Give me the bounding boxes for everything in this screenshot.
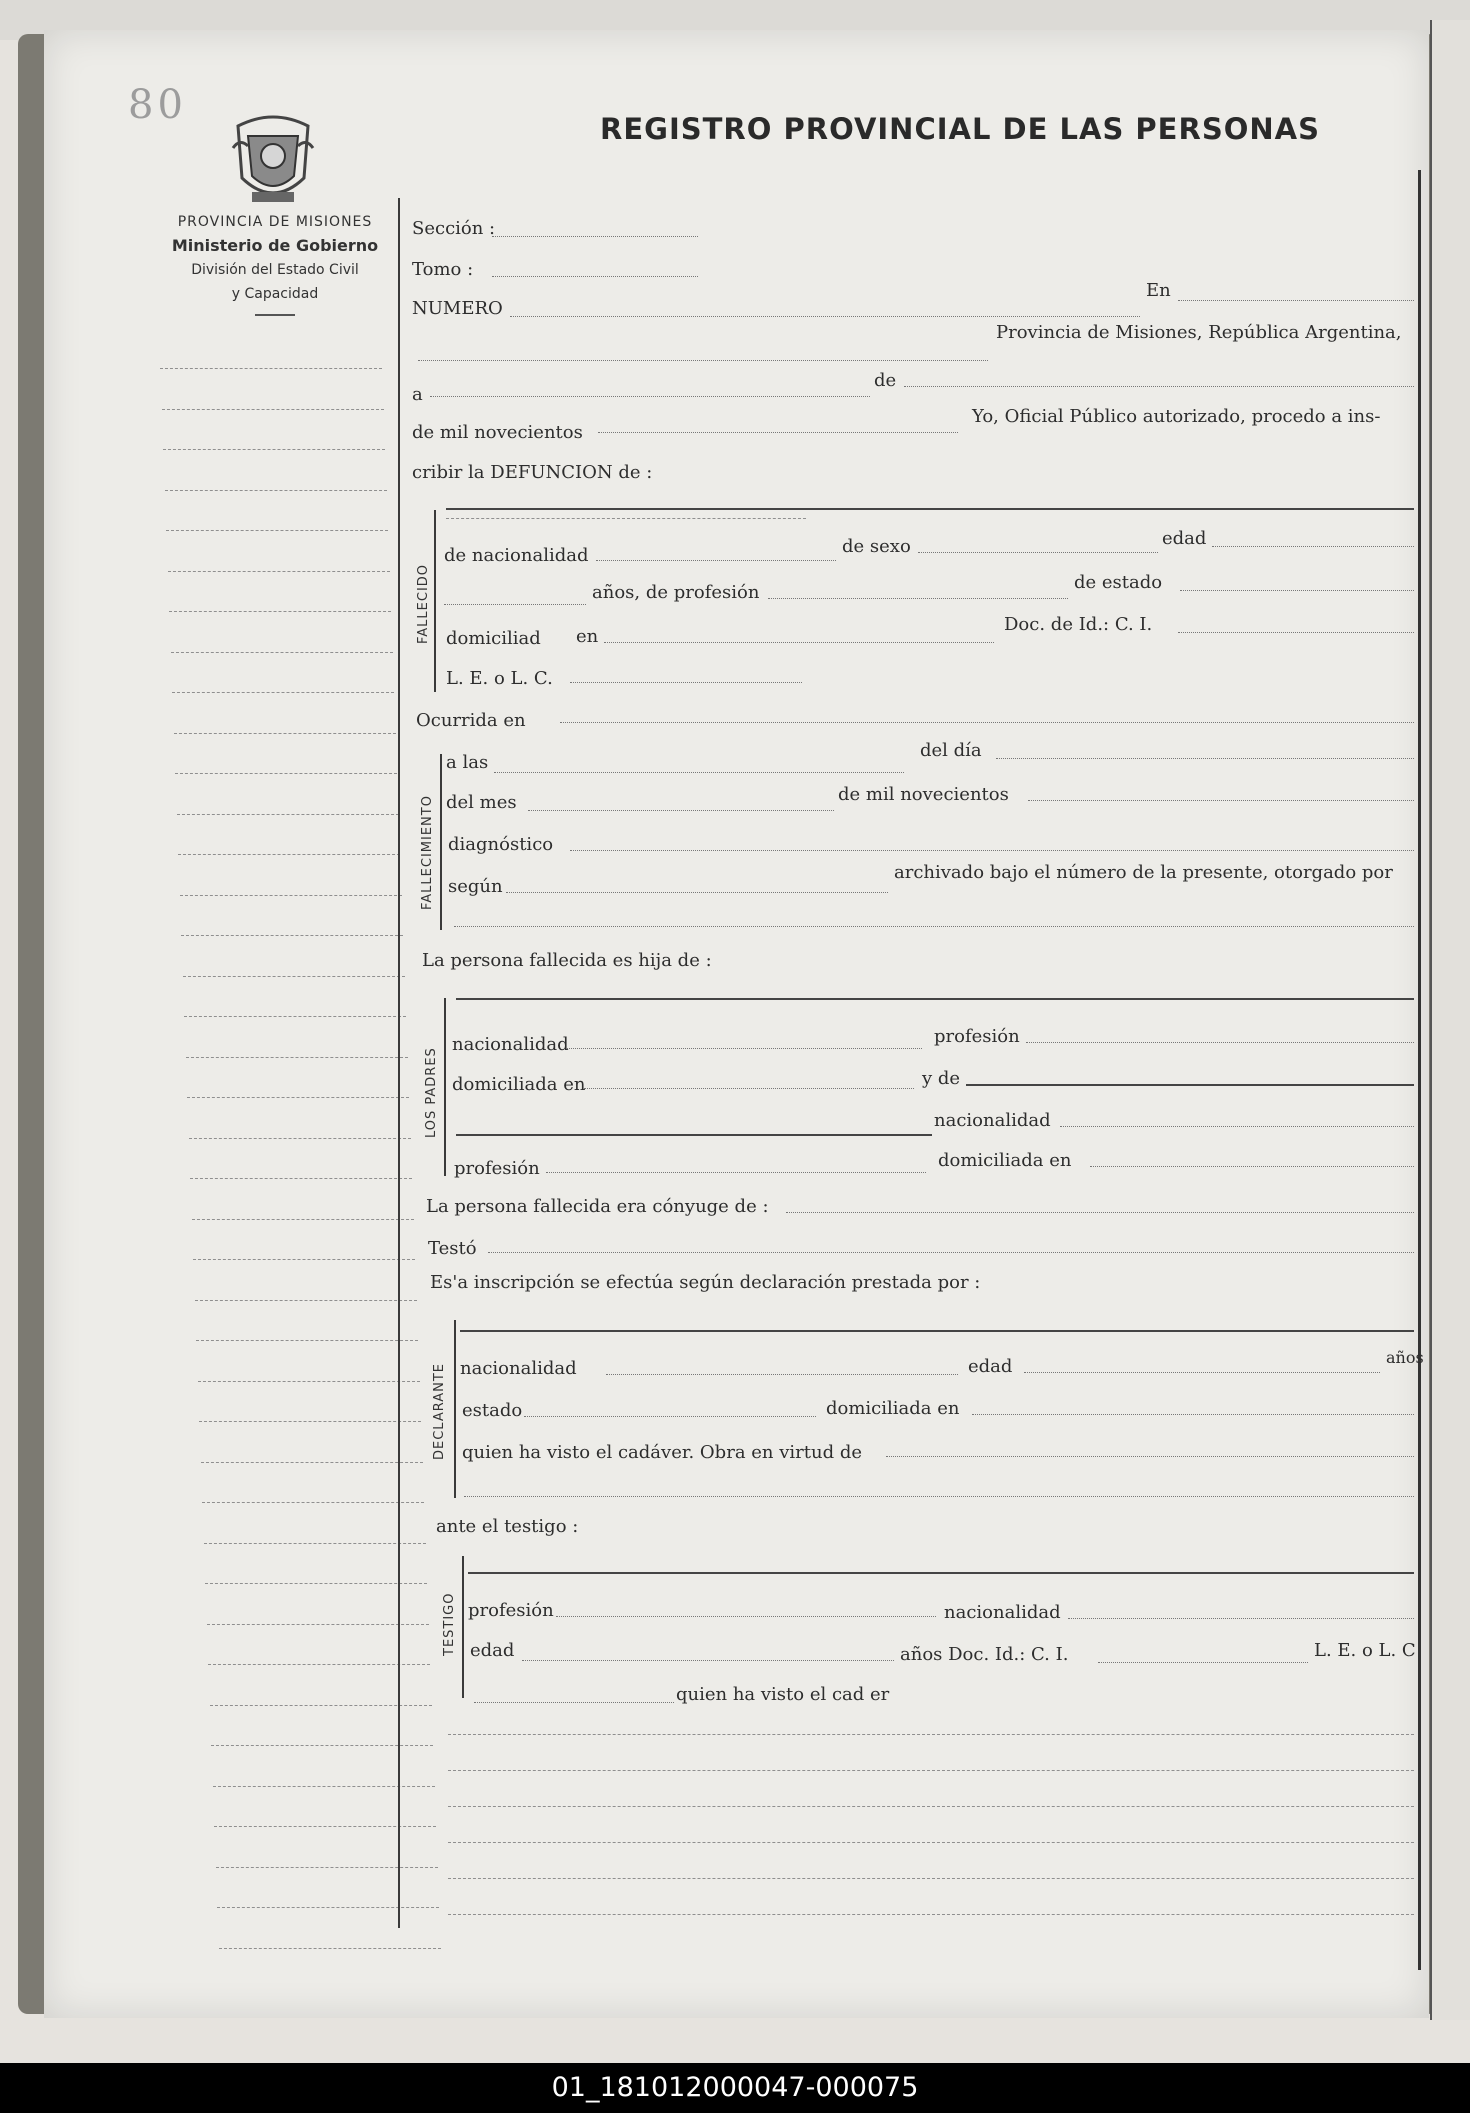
padre-profesion-label: profesión [934,1026,1020,1047]
a-las-field[interactable] [494,772,904,773]
margin-note-line[interactable] [217,1907,439,1908]
declarante-nacionalidad-field[interactable] [606,1374,958,1375]
fallecido-profesion-field[interactable] [768,598,1068,599]
localidad-field[interactable] [418,360,988,361]
conyuge-label: La persona fallecida era cónyuge de : [426,1196,769,1217]
declarante-extra-field[interactable] [464,1496,1414,1497]
testigo-doc-label: años Doc. Id.: C. I. [900,1644,1069,1665]
madre-profesion-label: profesión [454,1158,540,1179]
fallecido-bracket [434,510,436,692]
testigo-quien-label: quien ha visto el cad er [676,1684,890,1705]
testigo-edad-label: edad [470,1640,515,1661]
margin-note-line[interactable] [192,1219,414,1220]
margin-note-line[interactable] [171,652,393,653]
fallecido-le-lc-field[interactable] [570,682,802,683]
margin-note-line[interactable] [187,1097,409,1098]
margin-note-line[interactable] [180,895,402,896]
seccion-field[interactable] [492,236,698,237]
fallecido-edad-field[interactable] [1212,546,1414,547]
declarante-estado-label: estado [462,1400,523,1421]
provincial-seal-icon [228,108,318,208]
testigo-bracket [462,1556,464,1698]
margin-note-line[interactable] [193,1259,415,1260]
tomo-field[interactable] [492,276,698,277]
margin-note-line[interactable] [163,449,385,450]
margin-note-line[interactable] [166,530,388,531]
y-de-label: y de [922,1068,961,1089]
declarante-label: DECLARANTE [432,1362,447,1460]
archivado-label: archivado bajo el número de la presente, otorgado por [894,862,1393,883]
ocurrida-label: Ocurrida en [416,710,526,731]
declarante-bracket [454,1320,456,1498]
declarante-estado-field[interactable] [524,1416,816,1417]
margin-note-line[interactable] [199,1421,421,1422]
margin-note-line[interactable] [219,1948,441,1949]
margin-note-line[interactable] [216,1867,438,1868]
del-dia-label: del día [920,740,982,761]
declarante-anos-label: años [1386,1348,1424,1367]
a-label: a [412,384,423,405]
office-capacity: y Capacidad [231,286,319,302]
del-mes-label: del mes [446,792,517,813]
fallecido-anos-field[interactable] [444,604,586,605]
en-field[interactable] [1178,300,1414,301]
observation-line[interactable] [448,1734,1414,1735]
provincia-label: Provincia de Misiones, República Argentina, [996,322,1402,343]
fallecido-sexo-field[interactable] [918,552,1158,553]
padres-bracket [444,998,446,1176]
margin-note-line[interactable] [204,1543,426,1544]
margin-note-line[interactable] [160,368,382,369]
margin-note-line[interactable] [174,733,396,734]
numero-field[interactable] [510,316,1140,317]
seccion-label: Sección : [412,218,496,239]
otorgado-field[interactable] [454,926,1414,927]
fallecido-nacionalidad-field[interactable] [596,560,836,561]
anio-fallecimiento-field[interactable] [1028,800,1414,801]
margin-note-line[interactable] [207,1624,429,1625]
testigo-label: TESTIGO [442,1592,457,1656]
fallecido-nacionalidad-label: de nacionalidad [444,545,589,566]
page-title: REGISTRO PROVINCIAL DE LAS PERSONAS [600,112,1320,146]
margin-note-line[interactable] [195,1300,417,1301]
madre-domicilio-field[interactable] [1090,1166,1414,1167]
diagnostico-label: diagnóstico [448,834,554,855]
observation-line[interactable] [448,1806,1414,1807]
fallecido-edad-label: edad [1162,528,1207,549]
madre-profesion-field[interactable] [546,1172,926,1173]
declarante-domiciliada-label: domiciliada en [826,1398,960,1419]
numero-label: NUMERO [412,298,503,319]
observation-line[interactable] [448,1878,1414,1879]
observation-line[interactable] [448,1770,1414,1771]
margin-note-line[interactable] [214,1826,436,1827]
margin-note-line[interactable] [172,692,394,693]
margin-note-line[interactable] [183,976,405,977]
declarante-quien-label: quien ha visto el cadáver. Obra en virtud de [462,1442,863,1463]
padre-nacionalidad-field[interactable] [566,1048,922,1049]
margin-note-line[interactable] [190,1178,412,1179]
testo-label: Testó [428,1238,477,1259]
padre-nacionalidad-label: nacionalidad [452,1034,569,1055]
fallecido-doc-label: Doc. de Id.: C. I. [1004,614,1153,635]
fallecido-domiciliado-label: domiciliad [446,628,541,649]
inscripcion-label: Es'a inscripción se efectúa según declaración prestada por : [430,1272,981,1293]
tomo-label: Tomo : [412,259,474,280]
margin-note-line[interactable] [184,1016,406,1017]
segun-field[interactable] [506,892,888,893]
office-rule [255,314,295,316]
declarante-edad-label: edad [968,1356,1013,1377]
page-number: 80 [128,82,187,128]
office-province: PROVINCIA DE MISIONES [177,214,373,230]
declarante-name-line [460,1330,1414,1332]
margin-note-line[interactable] [169,611,391,612]
fallecido-le-lc-label: L. E. o L. C. [446,668,553,689]
conyuge-field[interactable] [786,1212,1414,1213]
observation-line[interactable] [448,1842,1414,1843]
fallecido-doc-field[interactable] [1178,632,1414,633]
margin-note-line[interactable] [165,490,387,491]
scan-id-bar [0,2063,1470,2113]
office-ministry: Ministerio de Gobierno [171,236,379,255]
testigo-profesion-label: profesión [468,1600,554,1621]
madre-nacionalidad-label: nacionalidad [934,1110,1051,1131]
margin-note-line[interactable] [189,1138,411,1139]
margin-note-line[interactable] [175,773,397,774]
scan-id: 01_181012000047-000075 [551,2072,919,2103]
fallecido-estado-field[interactable] [1180,590,1414,591]
del-dia-field[interactable] [996,758,1414,759]
padre-domicilio-field[interactable] [584,1088,914,1089]
margin-note-line[interactable] [201,1462,423,1463]
segun-label: según [448,876,503,897]
ante-testigo-label: ante el testigo : [436,1516,579,1537]
del-mes-field[interactable] [528,810,834,811]
madre-nacionalidad-field[interactable] [1060,1126,1414,1127]
testigo-profesion-field[interactable] [556,1616,936,1617]
fallecido-sexo-label: de sexo [842,536,911,557]
padre-name-line [456,998,1414,1000]
padre-domiciliada-label: domiciliada en [452,1074,586,1095]
fallecido-label: FALLECIDO [416,563,431,644]
margin-note-line[interactable] [168,571,390,572]
hija-de-label: La persona fallecida es hija de : [422,950,712,971]
inscribir-label: cribir la DEFUNCION de : [412,462,653,483]
fallecido-estado-label: de estado [1074,572,1163,593]
margin-note-line[interactable] [198,1381,420,1382]
anio-field[interactable] [598,432,958,433]
margin-note-line[interactable] [186,1057,408,1058]
declarante-virtud-field[interactable] [886,1456,1414,1457]
margin-note-line[interactable] [208,1664,430,1665]
testigo-quien-field[interactable] [474,1702,674,1703]
madre-name-line-2[interactable] [456,1134,932,1136]
margin-divider [398,198,400,1928]
margin-note-line[interactable] [205,1583,427,1584]
diagnostico-field[interactable] [570,850,1414,851]
fallecido-name-line-2 [446,518,806,519]
de-mil-label: de mil novecientos [412,422,583,443]
de-label: de [874,370,897,391]
testigo-edad-field[interactable] [522,1660,894,1661]
testigo-nacionalidad-field[interactable] [1068,1618,1414,1619]
fallecimiento-label: FALLECIMIENTO [420,795,435,910]
de-mil-fallecimiento-label: de mil novecientos [838,784,1009,805]
declarante-domicilio-field[interactable] [972,1414,1414,1415]
right-edge-rule [1418,170,1421,1970]
facing-page-edge [1430,20,1470,2020]
margin-note-line[interactable] [196,1340,418,1341]
fallecido-name-line [446,508,1414,510]
declarante-nacionalidad-label: nacionalidad [460,1358,577,1379]
margin-note-line[interactable] [213,1786,435,1787]
ocurrida-field[interactable] [560,722,1414,723]
madre-name-line[interactable] [966,1084,1414,1086]
issuing-office [145,210,405,316]
fallecido-domicilio-field[interactable] [604,642,994,643]
margin-note-line[interactable] [178,854,400,855]
margin-note-line[interactable] [202,1502,424,1503]
dia-field[interactable] [430,396,870,397]
fallecimiento-bracket [440,754,442,930]
declarante-edad-field[interactable] [1024,1372,1380,1373]
office-division: División del Estado Civil [191,262,359,278]
a-las-label: a las [446,752,489,773]
padres-label: LOS PADRES [424,1047,439,1138]
observation-line[interactable] [448,1914,1414,1915]
fallecido-en-label: en [576,626,599,647]
testo-field[interactable] [488,1252,1414,1253]
testigo-doc-field[interactable] [1098,1662,1308,1663]
madre-domiciliada-label: domiciliada en [938,1150,1072,1171]
mes-field[interactable] [904,386,1414,387]
margin-note-line[interactable] [177,814,399,815]
testigo-name-line [468,1572,1414,1574]
oficial-label: Yo, Oficial Público autorizado, procedo a ins- [972,406,1381,427]
en-label: En [1146,280,1171,301]
fallecido-profesion-label: años, de profesión [592,582,760,603]
margin-note-line[interactable] [162,409,384,410]
padre-profesion-field[interactable] [1026,1042,1414,1043]
margin-note-line[interactable] [181,935,403,936]
testigo-le-lc-label: L. E. o L. C [1314,1640,1416,1661]
testigo-nacionalidad-label: nacionalidad [944,1602,1061,1623]
